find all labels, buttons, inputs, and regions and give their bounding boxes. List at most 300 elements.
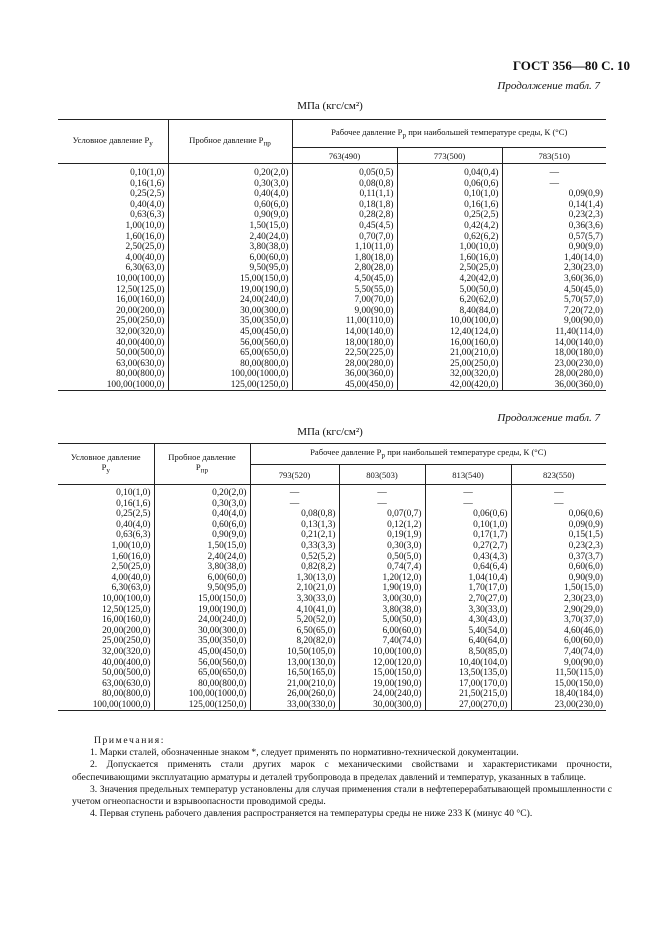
cell-working-pressure: 0,50(5,0) <box>339 552 425 563</box>
table-row <box>58 594 606 605</box>
table-row <box>58 359 606 370</box>
cell-working-pressure: 0,08(0,8) <box>292 179 397 190</box>
cell-conditional-pressure: 0,40(4,0) <box>116 519 151 530</box>
cell-working-pressure: 0,33(3,3) <box>250 541 339 552</box>
cell-conditional-pressure: 6,30(63,0) <box>125 263 165 274</box>
cell-working-pressure: — <box>502 164 606 179</box>
cell-working-pressure: 3,70(37,0) <box>511 615 606 626</box>
cell-working-pressure: 28,00(280,0) <box>292 359 397 370</box>
cell-working-pressure: 0,06(0,6) <box>397 179 502 190</box>
table-row <box>58 295 606 306</box>
cell-working-pressure: 0,70(7,0) <box>292 232 397 243</box>
table-row <box>58 263 606 274</box>
cell-working-pressure: 0,09(0,9) <box>502 189 606 200</box>
cell-conditional-pressure: 100,00(1000,0) <box>106 379 165 390</box>
cell-working-pressure: 0,30(3,0) <box>339 541 425 552</box>
cell-working-pressure: 36,00(360,0) <box>502 380 606 391</box>
table-row <box>58 689 606 700</box>
table-row <box>58 179 606 190</box>
cell-working-pressure: 10,40(104,0) <box>425 658 511 669</box>
table-row <box>58 647 606 658</box>
header-temp: 773(500) <box>397 148 502 164</box>
table-body-1 <box>58 164 606 391</box>
cell-test-pressure: 100,00(1000,0) <box>154 689 250 700</box>
cell-working-pressure: 18,00(180,0) <box>292 338 397 349</box>
cell-conditional-pressure: 1,00(10,0) <box>125 220 165 231</box>
cell-conditional-pressure: 32,00(320,0) <box>102 646 151 657</box>
header-working-pressure: Рабочее давление $P_р$ при наибольшей температуре среды, К (°С) <box>250 444 606 465</box>
cell-working-pressure: 0,90(9,0) <box>502 242 606 253</box>
cell-working-pressure: 0,45(4,5) <box>292 221 397 232</box>
cell-working-pressure: 10,00(100,0) <box>397 316 502 327</box>
table-row <box>58 200 606 211</box>
cell-working-pressure: 3,30(33,0) <box>425 605 511 616</box>
cell-working-pressure: 7,40(74,0) <box>339 636 425 647</box>
cell-working-pressure: 11,40(114,0) <box>502 327 606 338</box>
note-item: 3. Значения предельных температур установлены для случая применения стали в нефтеперерабатывающей промышленности с учетом огнеопасности и взрывоопасности проводимой среды. <box>72 783 612 808</box>
table-row <box>58 636 606 647</box>
table-row <box>58 605 606 616</box>
cell-working-pressure: 0,10(1,0) <box>397 189 502 200</box>
cell-working-pressure: 25,00(250,0) <box>397 359 502 370</box>
cell-working-pressure: 1,60(16,0) <box>397 253 502 264</box>
table-row <box>58 615 606 626</box>
cell-working-pressure: 21,00(210,0) <box>397 348 502 359</box>
cell-working-pressure: 4,60(46,0) <box>511 626 606 637</box>
cell-conditional-pressure: 4,00(40,0) <box>111 572 151 583</box>
continuation-label-1: Продолжение табл. 7 <box>497 80 600 92</box>
cell-working-pressure: 4,20(42,0) <box>397 274 502 285</box>
cell-working-pressure: 18,40(184,0) <box>511 689 606 700</box>
cell-working-pressure: 0,06(0,6) <box>425 509 511 520</box>
table-row <box>58 189 606 200</box>
cell-working-pressure: 0,43(4,3) <box>425 552 511 563</box>
cell-working-pressure: 5,00(50,0) <box>397 285 502 296</box>
cell-working-pressure: 0,25(2,5) <box>397 210 502 221</box>
cell-conditional-pressure: 1,60(16,0) <box>111 551 151 562</box>
table-body-2 <box>58 485 606 711</box>
header-temp: 813(540) <box>425 465 511 485</box>
cell-working-pressure: 7,40(74,0) <box>511 647 606 658</box>
header-temp: 803(503) <box>339 465 425 485</box>
cell-working-pressure: 4,30(43,0) <box>425 615 511 626</box>
cell-test-pressure: 2,40(24,0) <box>168 232 292 243</box>
cell-working-pressure: 7,00(70,0) <box>292 295 397 306</box>
cell-working-pressure: 0,64(6,4) <box>425 562 511 573</box>
cell-test-pressure: 24,00(240,0) <box>154 615 250 626</box>
cell-test-pressure: 24,00(240,0) <box>168 295 292 306</box>
cell-working-pressure: — <box>250 499 339 510</box>
cell-conditional-pressure: 25,00(250,0) <box>116 316 165 327</box>
cell-working-pressure: 27,00(270,0) <box>425 700 511 711</box>
cell-conditional-pressure: 63,00(630,0) <box>116 358 165 369</box>
cell-test-pressure: 35,00(350,0) <box>168 316 292 327</box>
cell-working-pressure: 15,00(150,0) <box>339 668 425 679</box>
cell-conditional-pressure: 32,00(320,0) <box>116 326 165 337</box>
cell-conditional-pressure: 0,10(1,0) <box>130 168 165 178</box>
cell-working-pressure: 2,10(21,0) <box>250 583 339 594</box>
page-header: ГОСТ 356—80 С. 10 <box>512 58 630 73</box>
cell-test-pressure: 0,30(3,0) <box>168 179 292 190</box>
cell-working-pressure: 1,00(10,0) <box>397 242 502 253</box>
cell-working-pressure: 0,12(1,2) <box>339 520 425 531</box>
cell-working-pressure: 11,50(115,0) <box>511 668 606 679</box>
cell-working-pressure: 5,20(52,0) <box>250 615 339 626</box>
cell-test-pressure: 35,00(350,0) <box>154 636 250 647</box>
cell-working-pressure: 28,00(280,0) <box>502 369 606 380</box>
cell-working-pressure: 36,00(360,0) <box>292 369 397 380</box>
cell-working-pressure: 0,27(2,7) <box>425 541 511 552</box>
cell-working-pressure: 9,00(90,0) <box>511 658 606 669</box>
cell-test-pressure: 6,00(60,0) <box>168 253 292 264</box>
cell-test-pressure: 0,40(4,0) <box>154 509 250 520</box>
cell-working-pressure: 0,21(2,1) <box>250 530 339 541</box>
cell-working-pressure: 0,18(1,8) <box>292 200 397 211</box>
table-row <box>58 700 606 711</box>
cell-working-pressure: 21,50(215,0) <box>425 689 511 700</box>
notes-block <box>72 735 612 820</box>
table-row <box>58 583 606 594</box>
cell-working-pressure: — <box>502 179 606 190</box>
cell-test-pressure: 3,80(38,0) <box>168 242 292 253</box>
cell-test-pressure: 19,00(190,0) <box>168 285 292 296</box>
cell-conditional-pressure: 0,16(1,6) <box>116 498 151 509</box>
cell-test-pressure: 0,40(4,0) <box>168 189 292 200</box>
continuation-label-2: Продолжение табл. 7 <box>497 412 600 424</box>
table-row <box>58 285 606 296</box>
header-test-pressure: Пробное давление $P_{пр}$ <box>154 444 250 485</box>
cell-test-pressure: 0,60(6,0) <box>168 200 292 211</box>
cell-conditional-pressure: 80,00(800,0) <box>116 369 165 380</box>
cell-working-pressure: 1,04(10,4) <box>425 573 511 584</box>
header-temp: 793(520) <box>250 465 339 485</box>
cell-working-pressure: 0,28(2,8) <box>292 210 397 221</box>
cell-working-pressure: 8,40(84,0) <box>397 306 502 317</box>
cell-working-pressure: 6,50(65,0) <box>250 626 339 637</box>
cell-test-pressure: 30,00(300,0) <box>168 306 292 317</box>
cell-test-pressure: 56,00(560,0) <box>168 338 292 349</box>
cell-working-pressure: 4,50(45,0) <box>292 274 397 285</box>
cell-working-pressure: 10,00(100,0) <box>339 647 425 658</box>
cell-working-pressure: 0,37(3,7) <box>511 552 606 563</box>
cell-test-pressure: 80,00(800,0) <box>168 359 292 370</box>
table-row <box>58 338 606 349</box>
cell-working-pressure: 1,90(19,0) <box>339 583 425 594</box>
cell-conditional-pressure: 0,25(2,5) <box>130 189 165 200</box>
table-row <box>58 348 606 359</box>
table-row <box>58 658 606 669</box>
cell-conditional-pressure: 40,00(400,0) <box>102 657 151 668</box>
cell-test-pressure: 15,00(150,0) <box>154 594 250 605</box>
cell-conditional-pressure: 25,00(250,0) <box>102 636 151 647</box>
header-test-pressure: Пробное давление $P_{пр}$ <box>168 120 292 164</box>
cell-conditional-pressure: 50,00(500,0) <box>116 348 165 359</box>
table-row <box>58 221 606 232</box>
cell-working-pressure: 0,10(1,0) <box>425 520 511 531</box>
cell-working-pressure: 4,50(45,0) <box>502 285 606 296</box>
cell-conditional-pressure: 12,50(125,0) <box>102 604 151 615</box>
cell-working-pressure: 23,00(230,0) <box>511 700 606 711</box>
cell-working-pressure: 23,00(230,0) <box>502 359 606 370</box>
cell-working-pressure: 2,90(29,0) <box>511 605 606 616</box>
cell-working-pressure: 0,60(6,0) <box>511 562 606 573</box>
cell-working-pressure: 10,50(105,0) <box>250 647 339 658</box>
cell-conditional-pressure: 16,00(160,0) <box>116 295 165 306</box>
cell-working-pressure: — <box>339 485 425 499</box>
cell-working-pressure: 16,50(165,0) <box>250 668 339 679</box>
table-row <box>58 210 606 221</box>
cell-working-pressure: 3,80(38,0) <box>339 605 425 616</box>
table-row <box>58 274 606 285</box>
table-row <box>58 562 606 573</box>
cell-conditional-pressure: 12,50(125,0) <box>116 284 165 295</box>
cell-conditional-pressure: 100,00(1000,0) <box>92 699 151 710</box>
cell-working-pressure: 7,20(72,0) <box>502 306 606 317</box>
pressure-table-1 <box>58 119 606 391</box>
table-row <box>58 530 606 541</box>
cell-conditional-pressure: 80,00(800,0) <box>102 689 151 700</box>
cell-conditional-pressure: 6,30(63,0) <box>111 583 151 594</box>
cell-working-pressure: 0,52(5,2) <box>250 552 339 563</box>
cell-working-pressure: 0,04(0,4) <box>397 164 502 179</box>
cell-working-pressure: 8,20(82,0) <box>250 636 339 647</box>
cell-conditional-pressure: 0,10(1,0) <box>116 488 151 498</box>
cell-working-pressure: 2,50(25,0) <box>397 263 502 274</box>
cell-conditional-pressure: 0,25(2,5) <box>116 509 151 520</box>
table-row <box>58 253 606 264</box>
cell-working-pressure: 8,50(85,0) <box>425 647 511 658</box>
cell-working-pressure: 6,20(62,0) <box>397 295 502 306</box>
table-row <box>58 520 606 531</box>
cell-working-pressure: 2,70(27,0) <box>425 594 511 605</box>
table-row <box>58 232 606 243</box>
cell-conditional-pressure: 10,00(100,0) <box>102 593 151 604</box>
cell-working-pressure: 22,50(225,0) <box>292 348 397 359</box>
note-item: 4. Первая ступень рабочего давления распространяется на температуры среды не ниже 233 К (минус 40 °С). <box>90 808 533 820</box>
cell-working-pressure: 0,17(1,7) <box>425 530 511 541</box>
cell-working-pressure: 0,23(2,3) <box>502 210 606 221</box>
cell-working-pressure: 45,00(450,0) <box>292 380 397 391</box>
cell-working-pressure: 0,36(3,6) <box>502 221 606 232</box>
cell-working-pressure: 0,57(5,7) <box>502 232 606 243</box>
cell-test-pressure: 9,50(95,0) <box>168 263 292 274</box>
cell-test-pressure: 65,00(650,0) <box>168 348 292 359</box>
cell-working-pressure: 0,16(1,6) <box>397 200 502 211</box>
cell-working-pressure: 1,30(13,0) <box>250 573 339 584</box>
cell-working-pressure: 0,07(0,7) <box>339 509 425 520</box>
cell-working-pressure: 5,40(54,0) <box>425 626 511 637</box>
header-temp: 763(490) <box>292 148 397 164</box>
cell-working-pressure: 12,40(124,0) <box>397 327 502 338</box>
cell-working-pressure: 0,15(1,5) <box>511 530 606 541</box>
table-row <box>58 541 606 552</box>
cell-working-pressure: 0,06(0,6) <box>511 509 606 520</box>
cell-working-pressure: 13,00(130,0) <box>250 658 339 669</box>
note-item: 2. Допускается применять стали других марок с механическими свойствами и характеристиками прочности, обеспечивающими эксплуатацию арматуры и деталей трубопровода в пределах давлений и температур, указанных в таблице. <box>72 759 612 783</box>
table-row <box>58 668 606 679</box>
cell-test-pressure: 45,00(450,0) <box>154 647 250 658</box>
cell-working-pressure: 14,00(140,0) <box>292 327 397 338</box>
cell-working-pressure: 3,60(36,0) <box>502 274 606 285</box>
cell-working-pressure: 0,09(0,9) <box>511 520 606 531</box>
table-row <box>58 380 606 391</box>
cell-working-pressure: 0,13(1,3) <box>250 520 339 531</box>
cell-test-pressure: 9,50(95,0) <box>154 583 250 594</box>
cell-working-pressure: 24,00(240,0) <box>339 689 425 700</box>
cell-working-pressure: 1,50(15,0) <box>511 583 606 594</box>
cell-working-pressure: 0,19(1,9) <box>339 530 425 541</box>
table-row <box>58 242 606 253</box>
note-item: 1. Марки сталей, обозначенные знаком *, следует применять по нормативно-технической документации. <box>90 747 519 759</box>
cell-working-pressure: 5,00(50,0) <box>339 615 425 626</box>
cell-conditional-pressure: 0,63(6,3) <box>130 210 165 221</box>
cell-working-pressure: 15,00(150,0) <box>511 679 606 690</box>
cell-test-pressure: 0,90(9,0) <box>154 530 250 541</box>
cell-working-pressure: — <box>250 485 339 499</box>
cell-conditional-pressure: 0,16(1,6) <box>130 178 165 189</box>
cell-working-pressure: 0,74(7,4) <box>339 562 425 573</box>
cell-test-pressure: 0,20(2,0) <box>154 485 250 499</box>
cell-working-pressure: 0,82(8,2) <box>250 562 339 573</box>
cell-working-pressure: 6,40(64,0) <box>425 636 511 647</box>
header-temp: 783(510) <box>502 148 606 164</box>
cell-working-pressure: 30,00(300,0) <box>339 700 425 711</box>
table-row <box>58 499 606 510</box>
cell-test-pressure: 30,00(300,0) <box>154 626 250 637</box>
cell-working-pressure: 0,42(4,2) <box>397 221 502 232</box>
cell-working-pressure: 21,00(210,0) <box>250 679 339 690</box>
cell-test-pressure: 1,50(15,0) <box>168 221 292 232</box>
cell-working-pressure: 14,00(140,0) <box>502 338 606 349</box>
units-label-2: МПа (кгс/см²) <box>297 426 363 438</box>
cell-working-pressure: 3,00(30,0) <box>339 594 425 605</box>
cell-working-pressure: 2,80(28,0) <box>292 263 397 274</box>
cell-working-pressure: 26,00(260,0) <box>250 689 339 700</box>
cell-test-pressure: 0,30(3,0) <box>154 499 250 510</box>
cell-working-pressure: 0,90(9,0) <box>511 573 606 584</box>
cell-working-pressure: — <box>425 485 511 499</box>
header-temp: 823(550) <box>511 465 606 485</box>
cell-test-pressure: 45,00(450,0) <box>168 327 292 338</box>
cell-working-pressure: 13,50(135,0) <box>425 668 511 679</box>
cell-working-pressure: 6,00(60,0) <box>511 636 606 647</box>
cell-working-pressure: 1,40(14,0) <box>502 253 606 264</box>
table-row <box>58 626 606 637</box>
cell-test-pressure: 56,00(560,0) <box>154 658 250 669</box>
cell-test-pressure: 65,00(650,0) <box>154 668 250 679</box>
cell-test-pressure: 125,00(1250,0) <box>154 700 250 711</box>
cell-conditional-pressure: 2,50(25,0) <box>111 562 151 573</box>
cell-working-pressure: 5,70(57,0) <box>502 295 606 306</box>
table-row <box>58 509 606 520</box>
table-row <box>58 369 606 380</box>
cell-test-pressure: 19,00(190,0) <box>154 605 250 616</box>
cell-test-pressure: 0,60(6,0) <box>154 520 250 531</box>
cell-test-pressure: 6,00(60,0) <box>154 573 250 584</box>
notes-title: Примечания: <box>94 735 165 746</box>
cell-working-pressure: 0,23(2,3) <box>511 541 606 552</box>
cell-test-pressure: 100,00(1000,0) <box>168 369 292 380</box>
cell-test-pressure: 0,90(9,0) <box>168 210 292 221</box>
cell-working-pressure: — <box>511 499 606 510</box>
cell-conditional-pressure: 0,40(4,0) <box>130 199 165 210</box>
cell-working-pressure: 0,05(0,5) <box>292 164 397 179</box>
cell-conditional-pressure: 1,00(10,0) <box>111 540 151 551</box>
cell-conditional-pressure: 16,00(160,0) <box>102 615 151 626</box>
table-row <box>58 316 606 327</box>
pressure-table-2 <box>58 443 606 711</box>
cell-working-pressure: 2,30(23,0) <box>502 263 606 274</box>
cell-working-pressure: 17,00(170,0) <box>425 679 511 690</box>
cell-working-pressure: 6,00(60,0) <box>339 626 425 637</box>
table-row <box>58 485 606 499</box>
cell-test-pressure: 80,00(800,0) <box>154 679 250 690</box>
cell-working-pressure: 1,20(12,0) <box>339 573 425 584</box>
cell-working-pressure: 12,00(120,0) <box>339 658 425 669</box>
table-row <box>58 679 606 690</box>
cell-conditional-pressure: 0,63(6,3) <box>116 530 151 541</box>
cell-working-pressure: 1,80(18,0) <box>292 253 397 264</box>
cell-test-pressure: 125,00(1250,0) <box>168 380 292 391</box>
header-conditional-pressure: Условное давление $P_у$ <box>58 444 154 485</box>
cell-working-pressure: 0,11(1,1) <box>292 189 397 200</box>
cell-conditional-pressure: 20,00(200,0) <box>116 305 165 316</box>
cell-working-pressure: 16,00(160,0) <box>397 338 502 349</box>
cell-working-pressure: 9,00(90,0) <box>292 306 397 317</box>
cell-working-pressure: 19,00(190,0) <box>339 679 425 690</box>
cell-working-pressure: 1,10(11,0) <box>292 242 397 253</box>
cell-working-pressure: — <box>511 485 606 499</box>
cell-test-pressure: 1,50(15,0) <box>154 541 250 552</box>
cell-working-pressure: 0,62(6,2) <box>397 232 502 243</box>
cell-working-pressure: 11,00(110,0) <box>292 316 397 327</box>
cell-conditional-pressure: 50,00(500,0) <box>102 668 151 679</box>
cell-working-pressure: — <box>339 499 425 510</box>
cell-conditional-pressure: 40,00(400,0) <box>116 337 165 348</box>
header-working-pressure: Рабочее давление $P_р$ при наибольшей температуре среды, К (°С) <box>292 120 606 148</box>
cell-conditional-pressure: 10,00(100,0) <box>116 273 165 284</box>
cell-conditional-pressure: 2,50(25,0) <box>125 242 165 253</box>
cell-working-pressure: 4,10(41,0) <box>250 605 339 616</box>
cell-working-pressure: 18,00(180,0) <box>502 348 606 359</box>
table-row <box>58 306 606 317</box>
cell-conditional-pressure: 63,00(630,0) <box>102 678 151 689</box>
cell-working-pressure: 9,00(90,0) <box>502 316 606 327</box>
cell-working-pressure: 5,50(55,0) <box>292 285 397 296</box>
table-row <box>58 327 606 338</box>
cell-working-pressure: 2,30(23,0) <box>511 594 606 605</box>
cell-test-pressure: 0,20(2,0) <box>168 164 292 179</box>
cell-conditional-pressure: 20,00(200,0) <box>102 625 151 636</box>
cell-conditional-pressure: 4,00(40,0) <box>125 252 165 263</box>
cell-working-pressure: 0,14(1,4) <box>502 200 606 211</box>
cell-working-pressure: 1,70(17,0) <box>425 583 511 594</box>
table-row <box>58 573 606 584</box>
cell-conditional-pressure: 1,60(16,0) <box>125 231 165 242</box>
cell-working-pressure: 3,30(33,0) <box>250 594 339 605</box>
table-row <box>58 552 606 563</box>
cell-working-pressure: 0,08(0,8) <box>250 509 339 520</box>
cell-working-pressure: 33,00(330,0) <box>250 700 339 711</box>
cell-working-pressure: 42,00(420,0) <box>397 380 502 391</box>
cell-test-pressure: 2,40(24,0) <box>154 552 250 563</box>
cell-working-pressure: — <box>425 499 511 510</box>
table-row <box>58 164 606 179</box>
cell-test-pressure: 15,00(150,0) <box>168 274 292 285</box>
cell-working-pressure: 32,00(320,0) <box>397 369 502 380</box>
units-label-1: МПа (кгс/см²) <box>297 100 363 112</box>
cell-test-pressure: 3,80(38,0) <box>154 562 250 573</box>
